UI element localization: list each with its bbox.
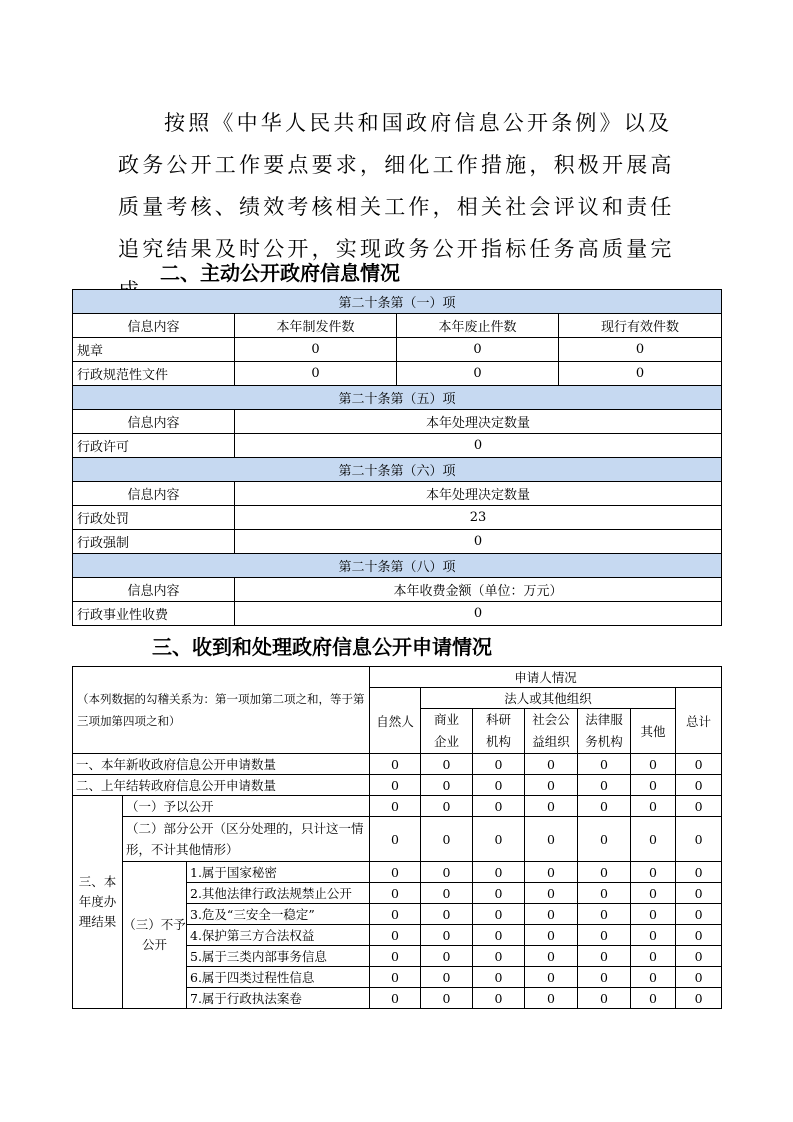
cell-value: 0 <box>631 967 676 988</box>
cell-value: 0 <box>421 775 473 796</box>
header-row <box>73 667 722 688</box>
cell-value: 0 <box>473 967 525 988</box>
cell-value: 0 <box>578 754 631 775</box>
cell-value: 0 <box>578 967 631 988</box>
cell-value: 0 <box>525 904 578 925</box>
row-label: 行政处罚 <box>73 506 235 530</box>
column-header: 本年处理决定数量 <box>235 410 722 434</box>
cell-value: 0 <box>473 883 525 904</box>
cell-value: 0 <box>235 362 397 386</box>
cell-value: 0 <box>421 925 473 946</box>
cell-value: 0 <box>370 817 421 862</box>
table-row <box>73 434 722 458</box>
section-3-title: 三、收到和处理政府信息公开申请情况 <box>152 635 492 659</box>
cell-value: 0 <box>473 925 525 946</box>
row-label: 二、上年结转政府信息公开申请数量 <box>73 775 370 796</box>
row-label: 规章 <box>73 338 235 362</box>
row-label: （二）部分公开（区分处理的，只计这一情形，不计其他情形） <box>123 817 370 862</box>
cell-value: 0 <box>631 904 676 925</box>
intro-paragraph: 按照《中华人民共和国政府信息公开条例》以及政务公开工作要点要求，细化工作措施，积极开展高质量考核、绩效考核相关工作，相关社会评议和责任追究结果及时公开，实现政务公开指标任务高质量完 <box>118 111 675 261</box>
table-row <box>73 796 722 817</box>
cell-value: 0 <box>421 883 473 904</box>
cell-value: 0 <box>370 862 421 883</box>
column-header-social: 社会公 益组织 <box>525 709 578 754</box>
cell-value: 0 <box>578 817 631 862</box>
column-header: 信息内容 <box>73 314 235 338</box>
group-label-not-disclosed: （三）不予公开 <box>123 862 187 1009</box>
cell-value: 0 <box>676 988 722 1009</box>
cell-value: 0 <box>473 988 525 1009</box>
band-header: 第二十条第（一）项 <box>73 290 722 314</box>
cell-value: 0 <box>370 925 421 946</box>
band-header: 第二十条第（六）项 <box>73 458 722 482</box>
column-header-natural: 自然人 <box>370 688 421 754</box>
row-label: 行政强制 <box>73 530 235 554</box>
legal-org-header: 法人或其他组织 <box>421 688 676 709</box>
cell-value: 0 <box>631 883 676 904</box>
column-header: 信息内容 <box>73 578 235 602</box>
cell-value: 0 <box>473 796 525 817</box>
cell-value: 0 <box>676 967 722 988</box>
row-label: 2.其他法律行政法规禁止公开 <box>187 883 370 904</box>
cell-value: 0 <box>421 817 473 862</box>
cell-value: 0 <box>397 338 559 362</box>
column-header: 信息内容 <box>73 410 235 434</box>
applicant-header: 申请人情况 <box>370 667 722 688</box>
cell-value: 0 <box>676 946 722 967</box>
relationship-note: （本列数据的勾稽关系为：第一项加第二项之和，等于第三项加第四项之和） <box>73 667 370 754</box>
row-label: 5.属于三类内部事务信息 <box>187 946 370 967</box>
cell-value: 0 <box>676 862 722 883</box>
table-row <box>73 506 722 530</box>
section-2-title: 二、主动公开政府信息情况 <box>160 261 400 285</box>
cell-value: 0 <box>578 904 631 925</box>
cell-value: 0 <box>525 796 578 817</box>
cell-value: 0 <box>235 434 722 458</box>
row-label: 6.属于四类过程性信息 <box>187 967 370 988</box>
cell-value: 0 <box>235 338 397 362</box>
cell-value: 0 <box>370 796 421 817</box>
cell-value: 23 <box>235 506 722 530</box>
cell-value: 0 <box>578 988 631 1009</box>
cell-value: 0 <box>421 754 473 775</box>
band-header-row <box>73 386 722 410</box>
row-label: 3.危及“三安全一稳定” <box>187 904 370 925</box>
band-header: 第二十条第（八）项 <box>73 554 722 578</box>
cell-value: 0 <box>370 775 421 796</box>
cell-value: 0 <box>525 883 578 904</box>
column-header-row <box>73 482 722 506</box>
column-header-other: 其他 <box>631 709 676 754</box>
table-row <box>73 754 722 775</box>
cell-value: 0 <box>631 775 676 796</box>
application-handling-table <box>72 666 722 1009</box>
cell-value: 0 <box>525 862 578 883</box>
cell-value: 0 <box>578 862 631 883</box>
cell-value: 0 <box>473 862 525 883</box>
band-header: 第二十条第（五）项 <box>73 386 722 410</box>
table-row <box>73 862 722 883</box>
cell-value: 0 <box>631 796 676 817</box>
cell-value: 0 <box>676 817 722 862</box>
column-header-row <box>73 410 722 434</box>
cell-value: 0 <box>397 362 559 386</box>
column-header: 现行有效件数 <box>559 314 722 338</box>
cell-value: 0 <box>421 946 473 967</box>
column-header-row <box>73 578 722 602</box>
cell-value: 0 <box>370 988 421 1009</box>
cell-value: 0 <box>676 925 722 946</box>
column-header: 本年废止件数 <box>397 314 559 338</box>
cell-value: 0 <box>631 925 676 946</box>
cell-value: 0 <box>525 925 578 946</box>
cell-value: 0 <box>421 862 473 883</box>
cell-value: 0 <box>676 754 722 775</box>
band-header-row <box>73 290 722 314</box>
cell-value: 0 <box>421 988 473 1009</box>
cell-value: 0 <box>525 967 578 988</box>
column-header-row <box>73 314 722 338</box>
cell-value: 0 <box>525 946 578 967</box>
table-row <box>73 775 722 796</box>
column-header-legal: 法律服 务机构 <box>578 709 631 754</box>
column-header-total: 总计 <box>676 688 722 754</box>
cell-value: 0 <box>525 775 578 796</box>
cell-value: 0 <box>473 775 525 796</box>
cell-value: 0 <box>370 883 421 904</box>
cell-value: 0 <box>370 904 421 925</box>
cell-value: 0 <box>578 796 631 817</box>
table-row <box>73 530 722 554</box>
cell-value: 0 <box>421 967 473 988</box>
cell-value: 0 <box>631 754 676 775</box>
row-label: 行政事业性收费 <box>73 602 235 626</box>
cell-value: 0 <box>631 988 676 1009</box>
row-label: 1.属于国家秘密 <box>187 862 370 883</box>
cell-value: 0 <box>578 883 631 904</box>
row-label: 7.属于行政执法案卷 <box>187 988 370 1009</box>
cell-value: 0 <box>525 754 578 775</box>
cell-value: 0 <box>421 796 473 817</box>
column-header-business: 商业 企业 <box>421 709 473 754</box>
cell-value: 0 <box>559 362 722 386</box>
cell-value: 0 <box>235 530 722 554</box>
row-label: 一、本年新收政府信息公开申请数量 <box>73 754 370 775</box>
cell-value: 0 <box>525 817 578 862</box>
cell-value: 0 <box>473 904 525 925</box>
cell-value: 0 <box>578 946 631 967</box>
row-label: 行政许可 <box>73 434 235 458</box>
cell-value: 0 <box>676 796 722 817</box>
column-header: 本年制发件数 <box>235 314 397 338</box>
column-header: 本年处理决定数量 <box>235 482 722 506</box>
cell-value: 0 <box>370 946 421 967</box>
cell-value: 0 <box>676 775 722 796</box>
table-row <box>73 602 722 626</box>
cell-value: 0 <box>370 754 421 775</box>
cell-value: 0 <box>473 946 525 967</box>
cell-value: 0 <box>578 925 631 946</box>
row-label: 4.保护第三方合法权益 <box>187 925 370 946</box>
cell-value: 0 <box>525 988 578 1009</box>
cell-value: 0 <box>631 862 676 883</box>
column-header: 信息内容 <box>73 482 235 506</box>
column-header: 本年收费金额（单位：万元） <box>235 578 722 602</box>
row-label: 行政规范性文件 <box>73 362 235 386</box>
band-header-row <box>73 554 722 578</box>
cell-value: 0 <box>631 946 676 967</box>
band-header-row <box>73 458 722 482</box>
proactive-disclosure-table <box>72 289 722 626</box>
cell-value: 0 <box>421 904 473 925</box>
cell-value: 0 <box>578 775 631 796</box>
table-row <box>73 338 722 362</box>
row-label: （一）予以公开 <box>123 796 370 817</box>
cell-value: 0 <box>473 754 525 775</box>
cell-value: 0 <box>473 817 525 862</box>
table-row <box>73 817 722 862</box>
cell-value: 0 <box>676 904 722 925</box>
table-row <box>73 362 722 386</box>
cell-value: 0 <box>676 883 722 904</box>
cell-value: 0 <box>559 338 722 362</box>
group-label-results: 三、本年度办理结果 <box>73 796 123 1009</box>
column-header-research: 科研 机构 <box>473 709 525 754</box>
cell-value: 0 <box>235 602 722 626</box>
cell-value: 0 <box>631 817 676 862</box>
cell-value: 0 <box>370 967 421 988</box>
